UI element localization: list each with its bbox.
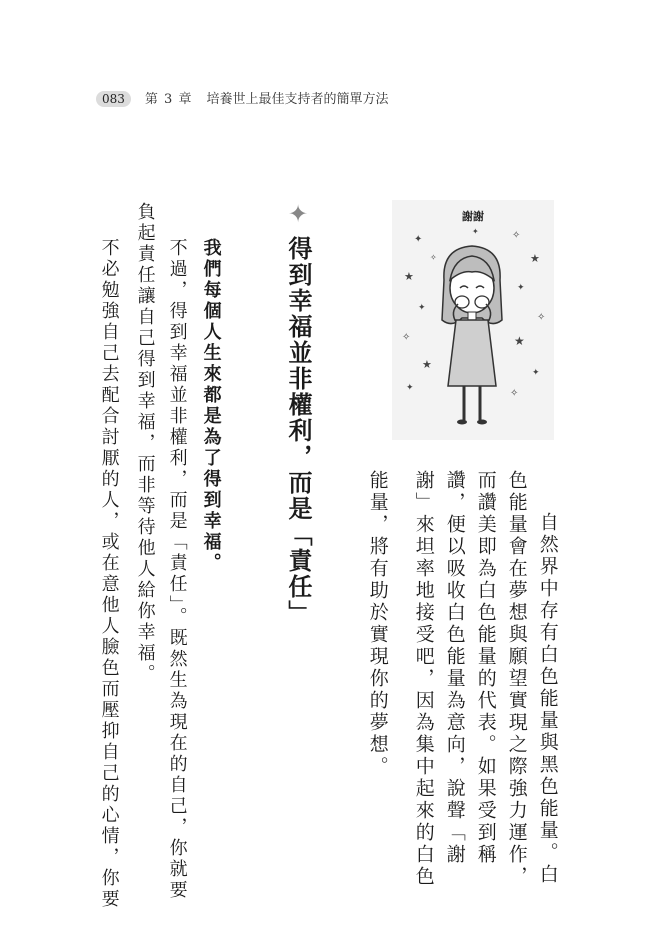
svg-text:✦: ✦ (406, 383, 414, 393)
svg-text:✧: ✧ (430, 253, 437, 262)
chapter-label: 第 3 章 (144, 92, 193, 107)
running-header (96, 88, 388, 107)
sidebar-line: 讚，便以吸收白色能量為意向，說聲「謝 (443, 470, 466, 866)
svg-text:✧: ✧ (512, 230, 521, 241)
svg-text:✧: ✧ (537, 312, 546, 323)
svg-text:★: ★ (514, 334, 525, 348)
sidebar-line: 色能量會在夢想與願望實現之際強力運作， (505, 470, 528, 888)
svg-text:★: ★ (422, 358, 432, 371)
sidebar-line: 而讚美即為白色能量的代表。如果受到稱 (474, 470, 497, 866)
svg-text:✦: ✦ (418, 303, 426, 313)
body-line: 不必勉強自己去配合討厭的人，或在意他人臉色而壓抑自己的心情，你要 (98, 238, 120, 910)
svg-text:✦: ✦ (532, 368, 540, 378)
section-heading (280, 200, 316, 626)
svg-text:✧: ✧ (510, 388, 519, 399)
svg-text:★: ★ (404, 270, 414, 283)
svg-text:✧: ✧ (402, 332, 411, 343)
sparkle-icon: ✦ (284, 200, 312, 230)
lead-sentence: 我們每個人生來都是為了得到幸福。 (200, 238, 222, 574)
chapter-title: 培養世上最佳支持者的簡單方法 (206, 92, 389, 107)
svg-text:✦: ✦ (472, 227, 479, 236)
sidebar-line: 能量，將有助於實現你的夢想。 (366, 470, 389, 778)
sidebar-line: 自然界中存有白色能量與黑色能量。白 (536, 512, 559, 886)
body-line: 不過，得到幸福並非權利，而是「責任」。既然生為現在的自己，你就要 (166, 238, 188, 901)
svg-text:✦: ✦ (517, 283, 525, 293)
illustration-panel (392, 200, 554, 440)
svg-text:✦: ✦ (414, 234, 423, 245)
svg-text:★: ★ (530, 252, 540, 265)
sidebar-line: 謝」來坦率地接受吧，因為集中起來的白色 (412, 470, 435, 888)
body-line: 負起責任讓自己得到幸福，而非等待他人給你幸福。 (134, 202, 156, 685)
page-number: 083 (96, 91, 131, 107)
section-heading-text: 得到幸福並非權利，而是「責任」 (284, 236, 312, 626)
illustration-caption: 謝謝 (462, 210, 484, 223)
grateful-girl-illustration (392, 200, 554, 440)
